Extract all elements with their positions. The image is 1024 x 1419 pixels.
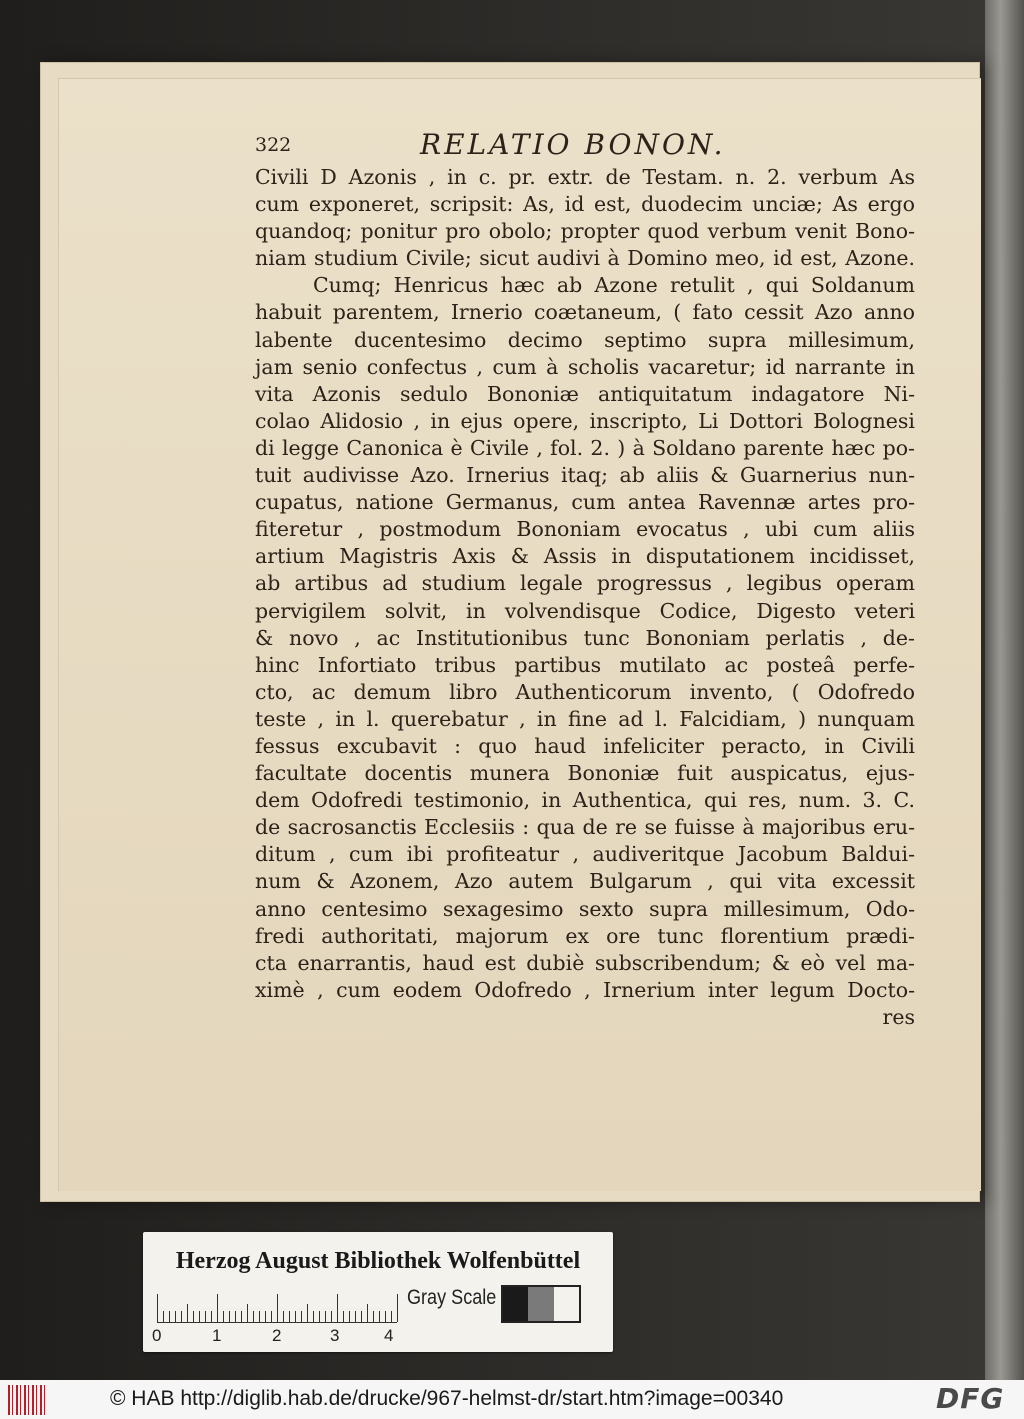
text-line: ab artibus ad studium legale progressus , legibus operam <box>255 571 915 596</box>
text-line: fredi authoritati, majorum ex ore tunc florentium prædi- <box>255 923 915 948</box>
dfg-logo: DFG <box>936 1382 1005 1415</box>
ruler-tick <box>253 1311 254 1322</box>
reference-card <box>143 1232 613 1352</box>
ruler-tick <box>181 1311 182 1322</box>
ruler-tick <box>193 1311 194 1322</box>
text-line: jam senio confectus , cum à scholis vacaretur; id narrante in <box>255 354 915 379</box>
ruler-tick <box>229 1311 230 1322</box>
ruler-tick <box>235 1311 236 1322</box>
text-line: habuit parentem, Irnerio coætaneum, ( fato cessit Azo anno <box>255 300 915 325</box>
text-line: num & Azonem, Azo autem Bulgarum , qui vita excessit <box>255 869 915 894</box>
ruler-tick <box>199 1311 200 1322</box>
text-line: & novo , ac Institutionibus tunc Bononiam perlatis , de- <box>255 625 915 650</box>
text-line: dem Odofredi testimonio, in Authentica, qui res, num. 3. C. <box>255 788 915 813</box>
ruler-tick <box>241 1311 242 1322</box>
text-line: anno centesimo sexagesimo sexto supra millesimum, Odo- <box>255 896 915 921</box>
text-line: pervigilem solvit, in volvendisque Codice, Digesto veteri <box>255 598 915 623</box>
text-line: teste , in l. querebatur , in fine ad l. Falcidiam, ) nunquam <box>255 706 915 731</box>
ruler-tick <box>169 1311 170 1322</box>
ruler-tick <box>397 1294 398 1322</box>
ruler-tick <box>211 1311 212 1322</box>
ruler-tick <box>157 1294 158 1322</box>
ruler-tick <box>223 1311 224 1322</box>
ruler-tick <box>205 1311 206 1322</box>
ruler-tick <box>283 1311 284 1322</box>
copyright-link[interactable]: © HAB http://diglib.hab.de/drucke/967-helmst-dr/start.htm?image=00340 <box>110 1387 784 1410</box>
text-line: Cumq; Henricus hæc ab Azone retulit , qui Soldanum <box>313 273 915 298</box>
page-number: 322 <box>255 134 292 156</box>
ruler-tick <box>187 1304 188 1322</box>
text-line: Civili D Azonis , in c. pr. extr. de Testam. n. 2. verbum As <box>255 165 915 189</box>
ruler-tick <box>367 1304 368 1322</box>
footer-bar <box>0 1380 1024 1419</box>
ruler-tick <box>289 1311 290 1322</box>
library-name: Herzog August Bibliothek Wolfenbüttel <box>175 1248 581 1274</box>
gray-swatch <box>528 1287 553 1321</box>
text-line: cto, ac demum libro Authenticorum invento, ( Odofredo <box>255 679 915 704</box>
ruler-number: 1 <box>212 1326 222 1345</box>
ruler-tick <box>361 1311 362 1322</box>
ruler-tick <box>259 1311 260 1322</box>
catchword: res <box>882 1004 915 1029</box>
text-line: colao Alidosio , in ejus opere, inscripto, Li Dottori Bolognesi <box>255 408 915 433</box>
barcode-icon <box>8 1385 46 1415</box>
ruler-tick <box>163 1311 164 1322</box>
text-line: facultate docentis munera Bononiæ fuit auspicatus, ejus- <box>255 761 915 786</box>
ruler-tick <box>217 1294 218 1322</box>
gray-scale-swatches <box>501 1285 581 1323</box>
ruler-tick <box>343 1311 344 1322</box>
ruler-number: 0 <box>152 1326 162 1345</box>
ruler-tick <box>301 1311 302 1322</box>
ruler-tick <box>385 1311 386 1322</box>
gray-scale-label: Gray Scale <box>407 1286 497 1309</box>
text-line: di legge Canonica è Civile , fol. 2. ) à Soldano parente hæc po- <box>255 435 915 460</box>
text-line: quandoq; ponitur pro obolo; propter quod verbum venit Bono- <box>255 219 915 244</box>
ruler-tick <box>313 1311 314 1322</box>
ruler-tick <box>265 1311 266 1322</box>
text-line: cupatus, natione Germanus, cum antea Ravennæ artes pro- <box>255 490 915 515</box>
running-head <box>255 128 915 164</box>
text-line: labente ducentesimo decimo septimo supra millesimum, <box>255 327 915 352</box>
ruler-tick <box>379 1311 380 1322</box>
text-line: ximè , cum eodem Odofredo , Irnerium inter legum Docto- <box>255 977 915 1002</box>
ruler-tick <box>331 1311 332 1322</box>
gray-swatch <box>554 1287 579 1321</box>
ruler-tick <box>175 1311 176 1322</box>
ruler-tick <box>271 1311 272 1322</box>
ruler-tick <box>247 1304 248 1322</box>
body-text <box>255 164 915 1004</box>
text-line: tuit audivisse Azo. Irnerius itaq; ab aliis & Guarnerius nun- <box>255 463 915 488</box>
ruler-tick <box>295 1311 296 1322</box>
ruler-number: 4 <box>384 1326 394 1345</box>
ruler-tick <box>277 1294 278 1322</box>
text-line: vita Azonis sedulo Bononiæ antiquitatum indagatore Ni- <box>255 381 915 406</box>
text-line: hinc Infortiato tribus partibus mutilato ac posteâ perfe- <box>255 652 915 677</box>
ruler-tick <box>349 1311 350 1322</box>
text-line: cum exponeret, scripsit: As, id est, duodecim unciæ; As ergo <box>255 192 915 217</box>
page-text <box>255 128 915 1031</box>
ruler-scale <box>157 1292 397 1323</box>
ruler-tick <box>337 1294 338 1322</box>
ruler-tick <box>325 1311 326 1322</box>
text-line: ditum , cum ibi profiteatur , audiveritque Jacobum Baldui- <box>255 842 915 867</box>
book-edge <box>985 0 1024 1380</box>
ruler-number: 3 <box>330 1326 340 1345</box>
text-line: de sacrosanctis Ecclesiis : qua de re se fuisse à majoribus eru- <box>255 815 915 840</box>
text-line: artium Magistris Axis & Assis in disputationem incidisset, <box>255 544 915 569</box>
ruler-tick <box>373 1311 374 1322</box>
ruler-number: 2 <box>272 1326 282 1345</box>
ruler-tick <box>307 1304 308 1322</box>
running-title: RELATIO BONON. <box>420 128 726 161</box>
text-line: cta enarrantis, haud est dubiè subscribendum; & eò vel ma- <box>255 950 915 975</box>
ruler-tick <box>355 1311 356 1322</box>
text-line: fiteretur , postmodum Bononiam evocatus , ubi cum aliis <box>255 517 915 542</box>
text-line: niam studium Civile; sicut audivi à Domino meo, id est, Azone. <box>255 246 915 271</box>
text-line: fessus excubavit : quo haud infeliciter peracto, in Civili <box>255 733 915 758</box>
ruler-tick <box>319 1311 320 1322</box>
ruler-tick <box>391 1311 392 1322</box>
gray-swatch <box>503 1287 528 1321</box>
